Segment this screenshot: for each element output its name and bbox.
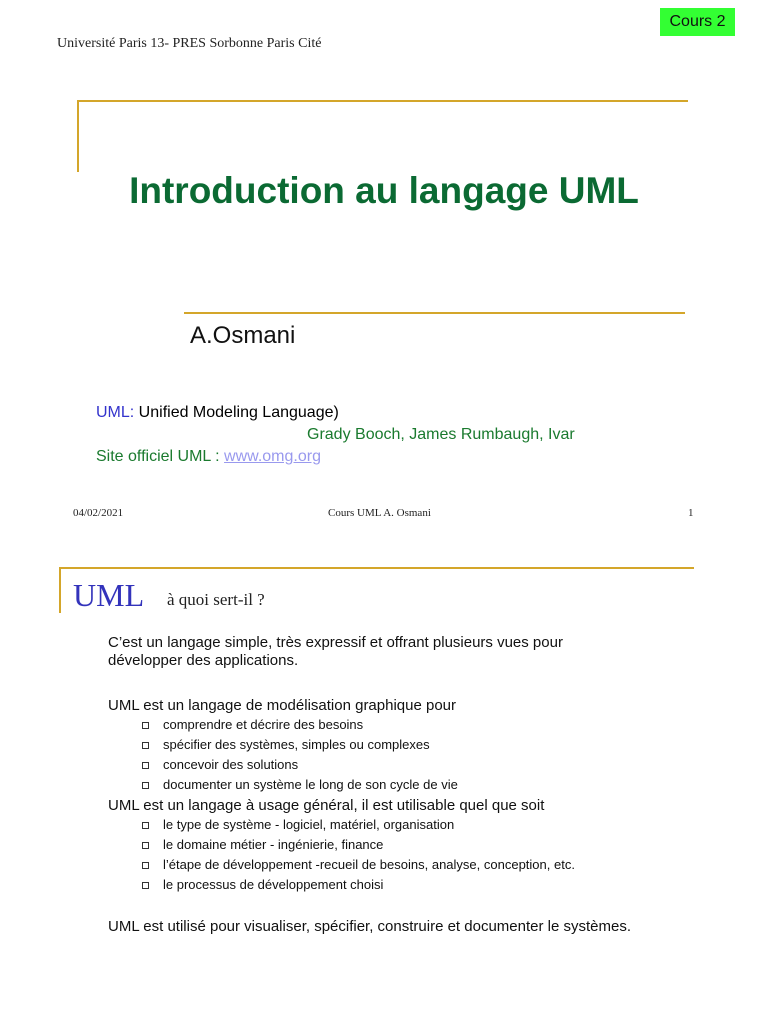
general-usage-list [140,815,575,895]
list-item: le domaine métier - ingénierie, finance [140,835,575,855]
bullet-square-icon [142,822,149,829]
author-name: A.Osmani [190,322,296,349]
bullet-square-icon [142,722,149,729]
paragraph-intro-line1: C’est un langage simple, très expressif et offrant plusieurs vues pour [108,634,563,651]
official-site-line [96,448,321,466]
slide2-subheading: à quoi sert-il ? [167,590,265,609]
university-header: Université Paris 13- PRES Sorbonne Paris Cité [57,36,322,51]
paragraph-intro [108,634,668,670]
footer-course: Cours UML A. Osmani [328,507,431,519]
title-frame-left-line [77,100,79,172]
list-item: le type de système - logiciel, matériel, organisation [140,815,575,835]
site-label: Site officiel UML : [96,448,225,465]
list-item: spécifier des systèmes, simples ou complexes [140,735,458,755]
footer-page-number: 1 [688,507,694,519]
footer-date: 04/02/2021 [73,507,124,519]
paragraph-modeling: UML est un langage de modélisation graphique pour [108,697,457,714]
list-item: documenter un système le long de son cycle de vie [140,775,458,795]
slide2-frame-left-line [59,567,61,613]
bullet-square-icon [142,742,149,749]
title-frame-top-line [77,100,688,102]
bullet-square-icon [142,782,149,789]
list-item: concevoir des solutions [140,755,458,775]
slide-title: Introduction au langage UML [129,170,639,211]
paragraph-conclusion: UML est utilisé pour visualiser, spécifier, construire et documenter le systèmes. [108,918,631,935]
bullet-square-icon [142,862,149,869]
course-badge: Cours 2 [660,8,735,36]
list-item: l’étape de développement -recueil de besoins, analyse, conception, etc. [140,855,575,875]
uml-definition [96,404,339,422]
paragraph-general-usage: UML est un langage à usage général, il est utilisable quel que soit [108,797,545,814]
author-separator-line [184,312,685,314]
bullet-square-icon [142,762,149,769]
uml-prefix: UML: [96,404,135,421]
slide2-frame-top-line [59,567,694,569]
bullet-square-icon [142,882,149,889]
slide2-heading: UML [73,577,145,613]
modeling-purposes-list [140,715,458,795]
uml-authors: Grady Booch, James Rumbaugh, Ivar [307,426,575,443]
list-item: comprendre et décrire des besoins [140,715,458,735]
uml-definition-text: Unified Modeling Language) [134,404,339,421]
site-link[interactable]: www.omg.org [224,448,321,465]
paragraph-intro-line2: développer des applications. [108,652,299,669]
list-item: le processus de développement choisi [140,875,575,895]
bullet-square-icon [142,842,149,849]
